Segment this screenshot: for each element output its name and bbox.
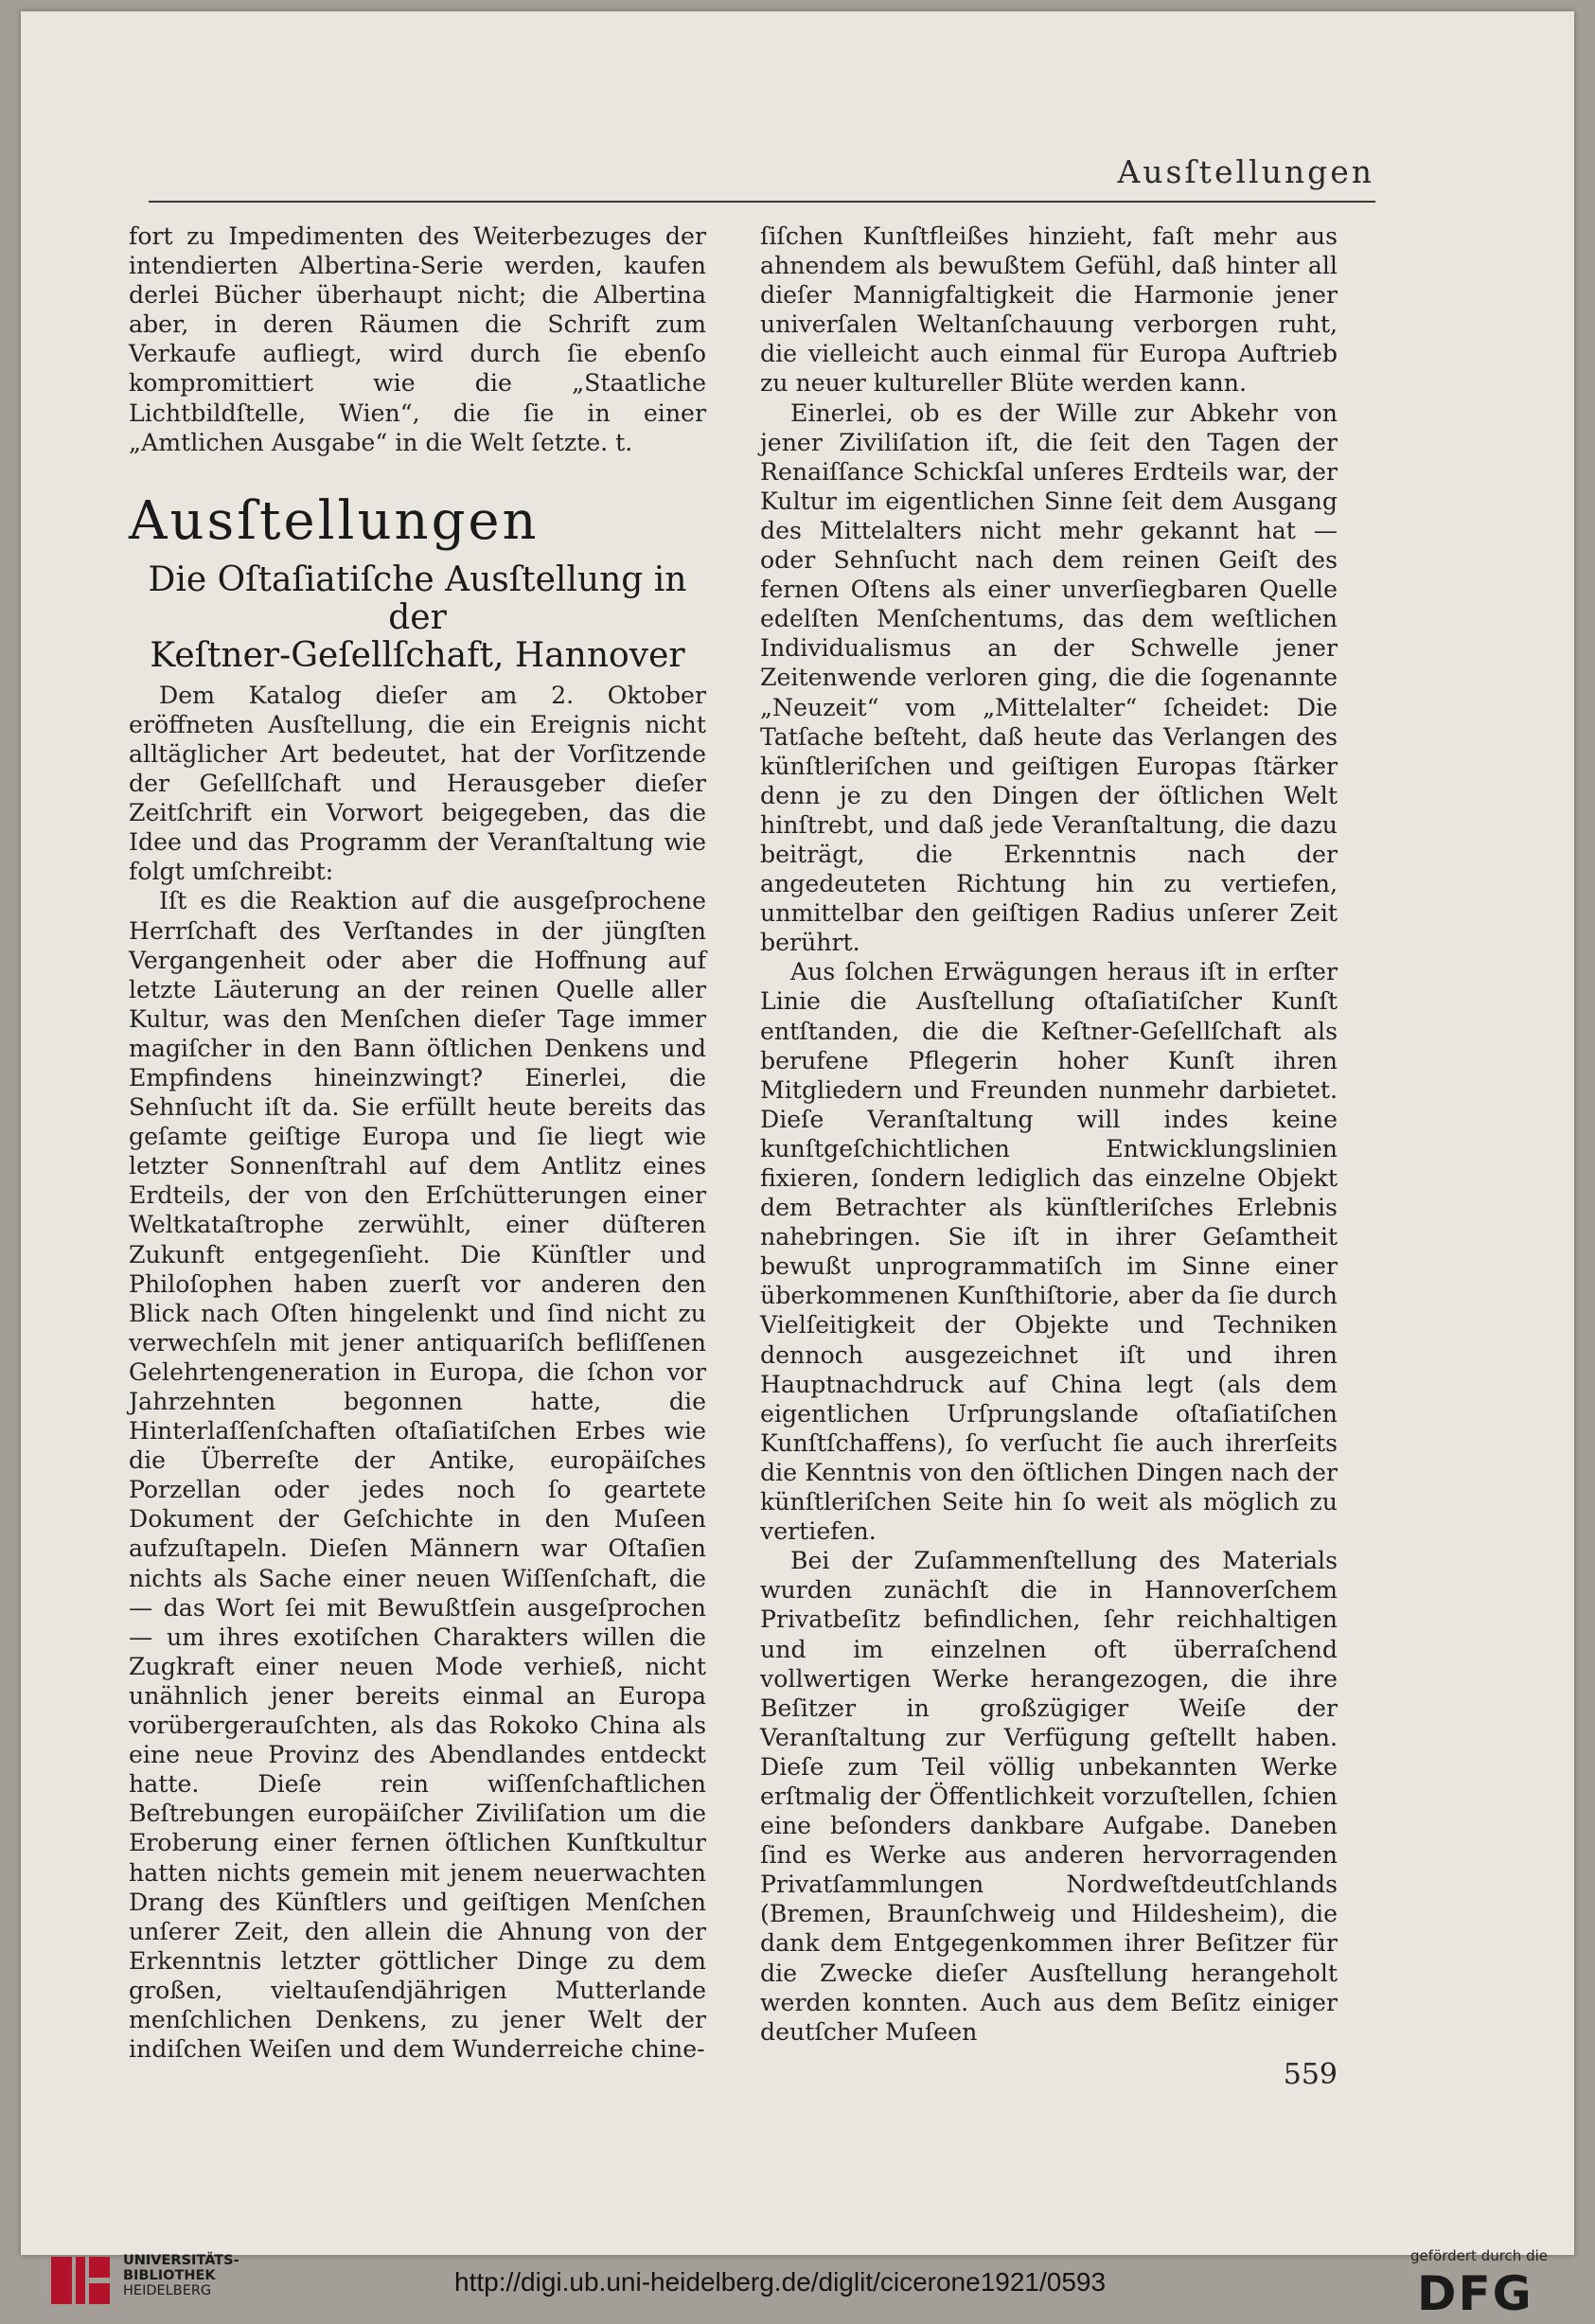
intro-paragraph: fort zu Impedimenten des Weiterbezuges der intendierten Albertina-Serie werden, kaufen derlei Bücher überhaupt nicht; die Albertina aber, in deren Räumen die Schrift zum Verkaufe aufliegt, wird durch ſie ebenſo kompromittiert wie die „Staatliche Lichtbildſtelle, Wien“, die ſie in einer „Amtlichen Ausgabe“ in die Welt ſetzte. t. [129, 222, 706, 456]
university-library-name[interactable] [123, 2253, 239, 2298]
article-paragraph: Dem Katalog dieſer am 2. Oktober eröffneten Ausſtellung, die ein Ereignis nicht alltäglicher Art bedeutet, hat der Vorſitzende der Geſellſchaft und Herausgeber dieſer Zeitſchrift ein Vorwort beigegeben, das die Idee und das Programm der Veranſtaltung wie folgt umſchreibt: [129, 681, 706, 886]
library-name-line-2: BIBLIOTHEK [123, 2268, 216, 2283]
left-column [129, 222, 706, 2064]
dfg-logo[interactable]: DFG [1417, 2266, 1533, 2321]
article-paragraph: Einerlei, ob es der Wille zur Abkehr von jener Ziviliſation iſt, die ſeit den Tagen der Renaiſſance Schickſal unſeres Erdteils war, der Kultur im eigentlichen Sinne ſeit dem Ausgang des Mittelalters nicht mehr gekannt hat — oder Sehnſucht nach dem reinen Geiſt des fernen Oſtens als einer unverſiegbaren Quelle edelſten Menſchentums, das dem weſtlichen Individualismus an der Schwelle jener Zeitenwende verloren ging, die die ſogenannte „Neuzeit“ vom „Mittelalter“ ſcheidet: Die Tatſache beſteht, daß heute das Verlangen des künſtleriſchen und geiſtigen Europas ſtärker denn je zu den Dingen der öſtlichen Welt hinſtrebt, und daß jede Veranſtaltung, die dazu beiträgt, die Erkenntnis nach der angedeuteten Richtung hin zu vertiefen, unmittelbar den geiſtigen Radius unſerer Zeit berührt. [760, 399, 1338, 957]
header-rule [149, 201, 1375, 203]
section-title: Ausſtellungen [129, 489, 540, 552]
library-name-line-3: HEIDELBERG [123, 2283, 212, 2298]
article-paragraph: ſiſchen Kunſtfleißes hinzieht, faſt mehr aus ahnendem als bewußtem Gefühl, daß hinter all dieſer Mannigfaltigkeit die Harmonie jener univerſalen Weltanſchauung verborgen ruht, die vielleicht auch einmal für Europa Auftrieb zu neuer kultureller Blüte werden kann. [760, 222, 1338, 398]
article-title [129, 561, 706, 675]
scanned-page [21, 11, 1574, 2255]
university-library-logo-icon[interactable] [47, 2251, 115, 2310]
library-name-line-1: UNIVERSITÄTS- [123, 2253, 239, 2268]
permalink-url[interactable]: http://digi.ub.uni-heidelberg.de/diglit/cicerone1921/0593 [454, 2267, 1107, 2297]
running-head: Ausſtellungen [1117, 153, 1374, 190]
right-column [760, 222, 1338, 2089]
article-title-line-1: Die Oſtaſiatiſche Ausſtellung in der [148, 559, 687, 637]
article-paragraph: Bei der Zuſammenſtellung des Materials wurden zunächſt die in Hannoverſchem Privatbeſitz befindlichen, ſehr reichhaltigen und im einzelnen oft überraſchend vollwertigen Werke herangezogen, die ihre Beſitzer in großzügiger Weiſe der Veranſtaltung zur Verfügung geſtellt haben. Dieſe zum Teil völlig unbekannten Werke erſtmalig der Öffentlichkeit vorzuſtellen, ſchien eine beſonders dankbare Aufgabe. Daneben ſind es Werke aus anderen hervorragenden Privatſammlungen Nordweſtdeutſchlands (Bremen, Braunſchweig und Hildesheim), die dank dem Entgegenkommen ihrer Beſitzer für die Zwecke dieſer Ausſtellung herangeholt werden konnten. Auch aus dem Beſitz einiger deutſcher Muſeen [760, 1547, 1338, 2046]
article-paragraph: Iſt es die Reaktion auf die ausgeſprochene Herrſchaft des Verſtandes in der jüngſten Vergangenheit oder aber die Hoffnung auf letzte Läuterung an der reinen Quelle aller Kultur, was den Menſchen dieſer Tage immer magiſcher in den Bann öſtlichen Denkens und Empfindens hineinzwingt? Einerlei, die Sehnſucht iſt da. Sie erfüllt heute bereits das geſamte geiſtige Europa und ſie liegt wie letzter Sonnenſtrahl auf dem Antlitz eines Erdteils, der von den Erſchütterungen einer Weltkataſtrophe zerwühlt, einer düſteren Zukunft entgegenſieht. Die Künſtler und Philoſophen haben zuerſt vor anderen den Blick nach Oſten hingelenkt und ſind nicht zu verwechſeln mit jener antiquariſch befliſſenen Gelehrtengeneration in Europa, die ſchon vor Jahrzehnten begonnen hatte, die Hinterlaſſenſchaften oſtaſiatiſchen Erbes wie die Überreſte der Antike, europäiſches Porzellan oder jedes noch ſo geartete Dokument der Geſchichte in den Muſeen aufzuſtapeln. Dieſen Männern war Oſtaſien nichts als Sache einer neuen Wiſſenſchaft, die — das Wort ſei mit Bewußtſein ausgeſprochen — um ihres exotiſchen Charakters willen die Zugkraft einer neuen Mode verhieß, nicht unähnlich jener bereits einmal an Europa vorübergerauſchten, als das Rokoko China als eine neue Provinz des Abendlandes entdeckt hatte. Dieſe rein wiſſenſchaftlichen Beſtrebungen europäiſcher Ziviliſation um die Eroberung einer fernen öſtlichen Kunſtkultur hatten nichts gemein mit jenem neuerwachten Drang des Künſtlers und geiſtigen Menſchen unſerer Zeit, den allein die Ahnung von der Erkenntnis letzter göttlicher Dinge zu dem großen, vieltauſendjährigen Mutterlande menſchlichen Denkens, zu jener Welt der indiſchen Weiſen und dem Wunderreiche chine- [129, 887, 706, 2064]
article-paragraph: Aus ſolchen Erwägungen heraus iſt in erſter Linie die Ausſtellung oſtaſiatiſcher Kunſt entſtanden, die die Keſtner-Geſellſchaft als berufene Pflegerin hoher Kunſt ihren Mitgliedern und Freunden nunmehr darbietet. Dieſe Veranſtaltung will indes keine kunſtgeſchichtlichen Entwicklungslinien fixieren, ſondern lediglich das einzelne Objekt dem Betrachter als künſtleriſches Erlebnis nahebringen. Sie iſt in ihrer Geſamtheit bewußt unprogrammatiſch im Sinne einer überkommenen Kunſthiſtorie, aber da ſie durch Vielſeitigkeit der Objekte und Techniken dennoch ausgezeichnet iſt und ihren Hauptnachdruck auf China legt (als dem eigentlichen Urſprungslande oſtaſiatiſchen Kunſtſchaffens), ſo verſucht ſie auch ihrerſeits die Kenntnis von den öſtlichen Dingen nach der künſtleriſchen Seite hin ſo weit als möglich zu vertiefen. [760, 958, 1338, 1546]
funding-caption: gefördert durch die [1410, 2247, 1548, 2264]
page-number: 559 [1283, 2057, 1338, 2091]
article-title-line-2: Keſtner-Geſellſchaft, Hannover [150, 635, 685, 675]
